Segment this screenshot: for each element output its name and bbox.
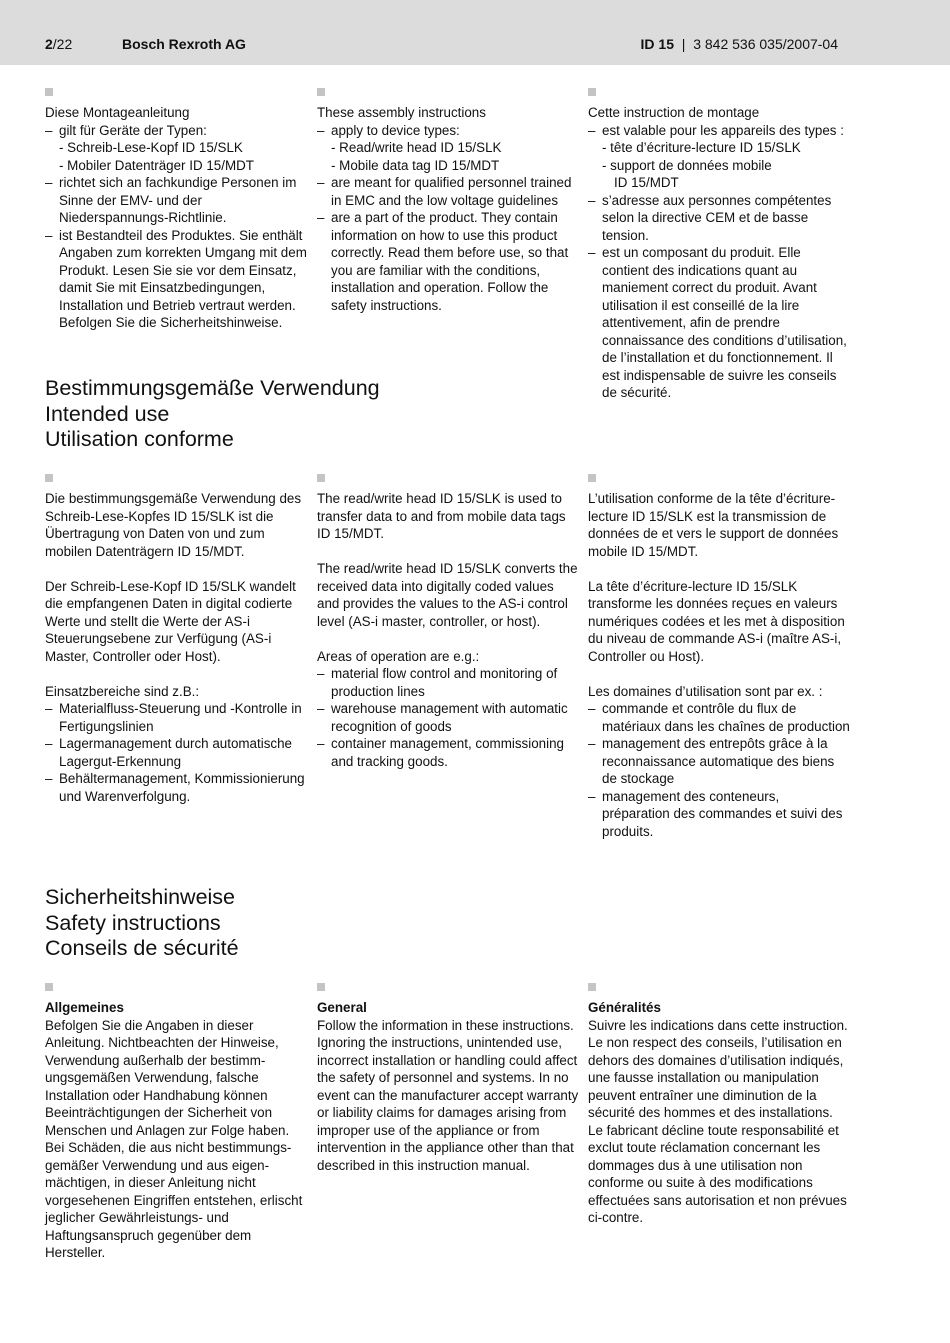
heading-fr: Utilisation conforme (45, 427, 234, 451)
list-item: – s’adresse aux personnes compétentes selon la directive CEM et de basse tension. (588, 192, 850, 245)
list-item: – Materialfluss-Steuerung und -Kontrolle in Fertigungslinien (45, 700, 307, 735)
areas-lead: Les domaines d’utilisation sont par ex. : (588, 683, 823, 699)
safety-en (317, 983, 579, 1174)
intro-lead: Diese Montageanleitung (45, 105, 190, 120)
list-item: – ist Bestandteil des Produktes. Sie enthält Angaben zum korrekten Umgang mit dem Produkt. Lesen Sie sie vor dem Einsatz, damit Sie mit Einsatzbedingungen, Installation und Betrieb vertraut werden. Befolgen Sie die Sicherheitshinweise. (45, 227, 307, 332)
list-item: – apply to device types: - Read/write head ID 15/SLK - Mobile data tag ID 15/MDT (317, 122, 579, 175)
paragraph: Suivre les indications dans cette instruction. Le non respect des conseils, l’utilisation en dehors des domaines d’utilisation indiqués, une fausse installation ou manipulation peuvent entraîner une diminution de la sécurité des hommes et des installations. Le fabricant décline toute responsabilité et exclut toute réclamation concernant les dommages dus à une utilisation non conforme ou suite à des modifications effectuées sans autorisation et non prévues ci-contre. (588, 1017, 848, 1225)
subsection-title: Allgemeines (45, 1000, 124, 1015)
section-marker (588, 474, 596, 482)
heading-en: Intended use (45, 401, 170, 426)
intended-use-de (45, 474, 307, 805)
company-name: Bosch Rexroth AG (122, 36, 246, 52)
list-item: – material flow control and monitoring of production lines (317, 665, 579, 700)
list-item: – warehouse management with automatic recognition of goods (317, 700, 579, 735)
paragraph: Die bestimmungsgemäße Verwendung des Schreib-Lese-Kopfes ID 15/SLK ist die Übertragung von Daten von und zum mobilen Datenträgern ID 15/MDT. (45, 491, 302, 559)
heading-fr: Conseils de sécurité (45, 936, 239, 960)
intro-lead: Cette instruction de montage (588, 105, 760, 120)
page-current: 2 (45, 36, 53, 52)
intended-use-en (317, 474, 579, 770)
list-item: – are a part of the product. They contain information on how to use this product correctly. Read them before use, so that you are familiar with the conditions, installation and operation. Follow the safety instructions. (317, 209, 579, 314)
list-subitem: - Schreib-Lese-Kopf ID 15/SLK (59, 140, 243, 155)
list-subitem: - support de données mobile (602, 157, 772, 173)
section-marker (45, 983, 53, 991)
section-marker (588, 983, 596, 991)
list-item: – management des entrepôts grâce à la reconnaissance automatique des biens de stockage (588, 735, 850, 788)
list-subitem: - Mobiler Datenträger ID 15/MDT (59, 157, 254, 173)
intro-de (45, 88, 307, 332)
safety-heading (45, 885, 239, 962)
page-header (0, 0, 950, 65)
section-marker (317, 983, 325, 991)
list-subitem: - Mobile data tag ID 15/MDT (331, 157, 500, 173)
intended-use-heading (45, 376, 380, 453)
areas-list (317, 665, 579, 770)
intended-use-fr (588, 474, 850, 840)
areas-list (45, 700, 307, 805)
section-marker (45, 88, 53, 96)
intro-list (45, 122, 307, 332)
list-item: – are meant for qualified personnel trained in EMC and the low voltage guidelines (317, 174, 579, 209)
areas-lead: Areas of operation are e.g.: (317, 648, 480, 664)
paragraph: Follow the information in these instructions. Ignoring the instructions, unintended use, incorrect installation or handling could affect the safety of personnel and systems. In no event can the manufacturer accept warranty or liability claims for damages arising from improper use of the appliance or from intervention in the appliance other than that described in this instruction manual. (317, 1017, 579, 1173)
list-item: – management des conteneurs, préparation des commandes et suivi des produits. (588, 788, 850, 841)
paragraph: The read/write head ID 15/SLK converts the received data into digitally coded values and provides the values to the AS-i control level (AS-i master, controller, or host). (317, 561, 578, 629)
list-item: – est un composant du produit. Elle contient des indications quant au maniement correct du produit. Avant utilisation il est conseillé de la lire attentivement, afin de prendre connaissance des conditions d’utilisation, de l’installation et du fonctionnement. Il est indispensable de suivre les conseils de sécurité. (588, 244, 850, 402)
paragraph: La tête d’écriture-lecture ID 15/SLK transforme les données reçues en valeurs numériques codées et les met à disposition du niveau de commande AS-i (maître AS-i, Controller ou Host). (588, 578, 845, 664)
heading-de: Bestimmungsgemäße Verwendung (45, 376, 380, 400)
heading-de: Sicherheitshinweise (45, 885, 236, 909)
intro-en (317, 88, 579, 314)
paragraph: Befolgen Sie die Angaben in dieser Anleitung. Nichtbeachten der Hinweise, Verwendung außerhalb der bestimm-ungsgemäßen Verwendung, falsche Installation oder Handhabung können Beeinträchtigungen der Sicherheit von Menschen und Anlagen zur Folge haben. Bei Schäden, die aus nicht bestimmungs-gemäßer Verwendung und aus eigen-mächtigen, in dieser Anleitung nicht vorgesehenen Eingriffen entstehen, erlischt jeglicher Gewährleistungs- und Haftungsanspruch gegenüber dem Hersteller. (45, 1017, 303, 1260)
doc-ref: | 3 842 536 035/2007-04 (674, 36, 838, 52)
list-subitem: ID 15/MDT (614, 175, 679, 190)
subsection-title: Généralités (588, 1000, 661, 1015)
intro-list (317, 122, 579, 315)
safety-fr (588, 983, 850, 1227)
list-subitem: - Read/write head ID 15/SLK (331, 140, 502, 155)
list-item: – Behältermanagement, Kommissionierung und Warenverfolgung. (45, 770, 307, 805)
paragraph: Der Schreib-Lese-Kopf ID 15/SLK wandelt die empfangenen Daten in digital codierte Werte und stellt die Werte der AS-i Steuerungsebene zur Verfügung (AS-i Master, Controller oder Host). (45, 578, 296, 664)
list-item: – commande et contrôle du flux de matériaux dans les chaînes de production (588, 700, 850, 735)
section-marker (588, 88, 596, 96)
section-marker (45, 474, 53, 482)
page-number (45, 35, 72, 53)
list-item: – container management, commissioning and tracking goods. (317, 735, 579, 770)
areas-lead: Einsatzbereiche sind z.B.: (45, 683, 200, 699)
list-item: – Lagermanagement durch automatische Lagergut-Erkennung (45, 735, 307, 770)
areas-list (588, 700, 850, 840)
list-subitem: - tête d’écriture-lecture ID 15/SLK (602, 140, 801, 155)
heading-en: Safety instructions (45, 910, 221, 935)
subsection-title: General (317, 1000, 367, 1015)
list-item: – richtet sich an fachkundige Personen im Sinne der EMV- und der Niederspannungs-Richtlinie. (45, 174, 307, 227)
doc-id: ID 15 (640, 36, 674, 52)
list-item: – est valable pour les appareils des types : - tête d’écriture-lecture ID 15/SLK - support de données mobile ID 15/MDT (588, 122, 850, 192)
safety-de (45, 983, 307, 1262)
intro-lead: These assembly instructions (317, 105, 486, 120)
list-item: – gilt für Geräte der Typen: - Schreib-Lese-Kopf ID 15/SLK - Mobiler Datenträger ID 15/MDT (45, 122, 307, 175)
intro-list (588, 122, 850, 402)
intro-fr (588, 88, 850, 402)
paragraph: The read/write head ID 15/SLK is used to transfer data to and from mobile data tags ID 15/MDT. (317, 491, 566, 541)
document-reference (641, 35, 838, 53)
paragraph: L’utilisation conforme de la tête d’écriture-lecture ID 15/SLK est la transmission de données de et vers le support de données mobile ID 15/MDT. (588, 491, 839, 559)
page-total: /22 (52, 36, 73, 52)
section-marker (317, 474, 325, 482)
section-marker (317, 88, 325, 96)
